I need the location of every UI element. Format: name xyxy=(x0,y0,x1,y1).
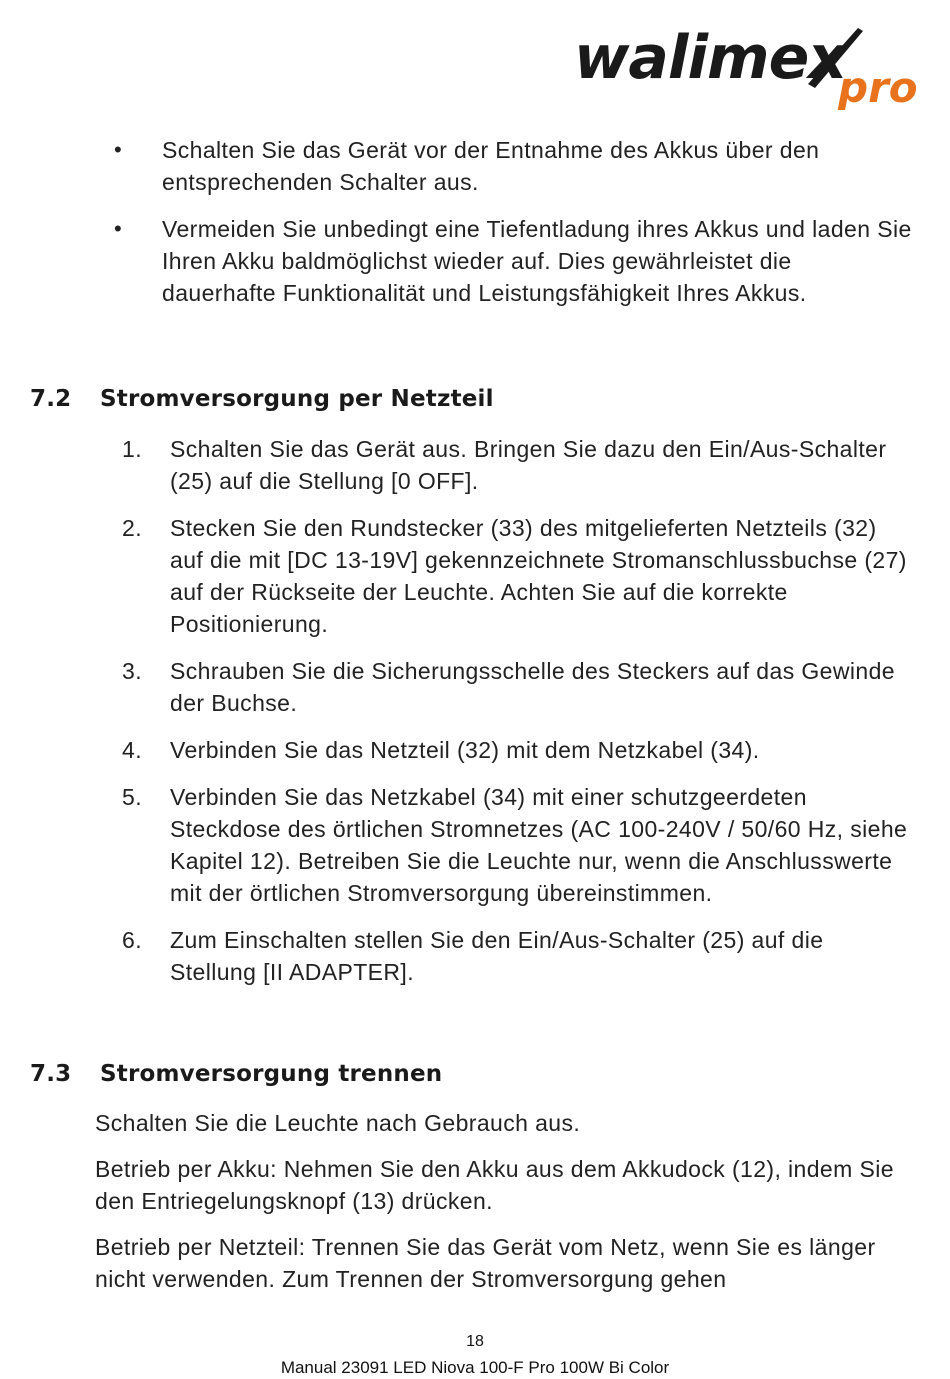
list-item xyxy=(0,512,915,640)
step-number: 6. xyxy=(122,927,142,953)
list-item xyxy=(0,734,915,766)
bullet-text: Schalten Sie das Gerät vor der Entnahme des Akkus über den entsprechenden Schalter aus. xyxy=(162,137,820,195)
bullet-icon: • xyxy=(114,216,123,241)
paragraphs xyxy=(95,1107,910,1309)
walimex-pro-logo xyxy=(572,22,924,110)
step-text: Stecken Sie den Rundstecker (33) des mitgelieferten Netzteils (32) auf die mit [DC 13-19V] gekennzeichnete Stromanschlussbuchse (27) auf der Rückseite der Leuchte. Achten Sie auf die korrekte Positionierung. xyxy=(170,515,907,637)
footer-text: Manual 23091 LED Niova 100-F Pro 100W Bi Color xyxy=(280,1358,670,1377)
logo-main-text: walimex xyxy=(574,23,846,93)
step-text: Verbinden Sie das Netzteil (32) mit dem Netzkabel (34). xyxy=(170,737,760,763)
list-item xyxy=(0,781,915,909)
step-number: 5. xyxy=(122,784,142,810)
bullet-item xyxy=(0,134,912,198)
bullet-text: Vermeiden Sie unbedingt eine Tiefentladung ihres Akkus und laden Sie Ihren Akku baldmöglichst wieder auf. Dies gewährleistet die dauerhafte Funktionalität und Leistungsfähigkeit Ihres Akkus. xyxy=(162,216,912,306)
step-text: Schrauben Sie die Sicherungsschelle des Steckers auf das Gewinde der Buchse. xyxy=(170,658,895,716)
bullet-item xyxy=(0,213,912,309)
step-number: 1. xyxy=(122,436,142,462)
list-item xyxy=(0,433,915,497)
bullet-icon: • xyxy=(114,137,123,162)
section-number: 7.2 xyxy=(30,386,72,412)
step-number: 3. xyxy=(122,658,142,684)
paragraph: Betrieb per Netzteil: Trennen Sie das Gerät vom Netz, wenn Sie es länger nicht verwenden. Zum Trennen der Stromversorgung gehen xyxy=(95,1234,876,1292)
numbered-steps xyxy=(0,433,950,1003)
step-text: Schalten Sie das Gerät aus. Bringen Sie dazu den Ein/Aus-Schalter (25) auf die Stellung [0 OFF]. xyxy=(170,436,887,494)
step-text: Zum Einschalten stellen Sie den Ein/Aus-Schalter (25) auf die Stellung [II ADAPTER]. xyxy=(170,927,824,985)
section-title: Stromversorgung trennen xyxy=(100,1061,443,1087)
section-number: 7.3 xyxy=(30,1061,72,1087)
bullet-list xyxy=(0,134,950,324)
paragraph: Betrieb per Akku: Nehmen Sie den Akku aus dem Akkudock (12), indem Sie den Entriegelungsknopf (13) drücken. xyxy=(95,1156,894,1214)
step-number: 2. xyxy=(122,515,142,541)
step-text: Verbinden Sie das Netzkabel (34) mit einer schutzgeerdeten Steckdose des örtlichen Stromnetzes (AC 100-240V / 50/60 Hz, siehe Kapitel 12). Betreiben Sie die Leuchte nur, wenn die Anschlusswerte mit der örtlichen Stromversorgung übereinstimmen. xyxy=(170,784,908,906)
paragraph: Schalten Sie die Leuchte nach Gebrauch aus. xyxy=(95,1110,581,1136)
section-heading-7-3 xyxy=(30,1061,442,1087)
page-number: 18 xyxy=(466,1333,484,1350)
list-item xyxy=(0,924,915,988)
list-item xyxy=(0,655,915,719)
logo-sub-text: pro xyxy=(838,63,918,110)
section-title: Stromversorgung per Netzteil xyxy=(100,386,494,412)
section-heading-7-2 xyxy=(30,386,494,412)
step-number: 4. xyxy=(122,737,142,763)
